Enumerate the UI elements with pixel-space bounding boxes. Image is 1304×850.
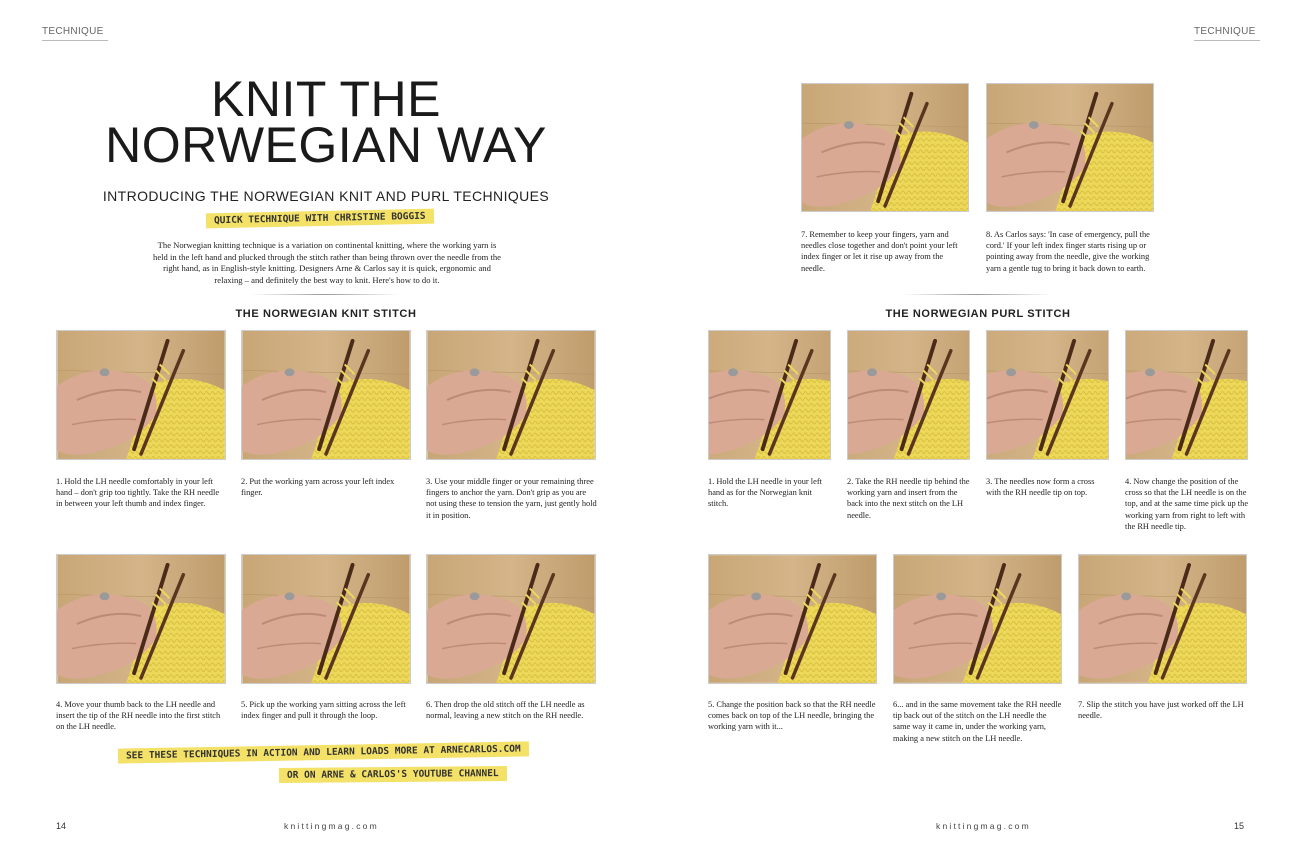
cta-tape-line-2: OR ON ARNE & CARLOS'S YOUTUBE CHANNEL (279, 766, 507, 783)
step-caption-purl-3: 3. The needles now form a cross with the RH needle tip on top. (986, 477, 1095, 498)
page-number: 14 (56, 821, 67, 831)
step-photo-purl-4 (1125, 330, 1248, 460)
step-photo-knit-6 (426, 554, 596, 684)
step-caption-purl-4: 4. Now change the position of the cross so that the LH needle is on the top, and at the same time pick up the working yarn from right to left with the RH needle tip. (1125, 477, 1249, 531)
divider (250, 294, 400, 295)
article-title (0, 71, 652, 173)
step-caption-purl-5: 5. Change the position back so that the RH needle comes back on top of the LH needle, bringing the working yarn with it... (708, 700, 876, 732)
step-photo-knit-7 (801, 83, 969, 212)
step-caption-purl-1: 1. Hold the LH needle in your left hand as for the Norwegian knit stitch. (708, 477, 822, 509)
cta-tape-line-1: SEE THESE TECHNIQUES IN ACTION AND LEARN LOADS MORE AT ARNECARLOS.COM (118, 741, 529, 763)
step-caption-knit-2: 2. Put the working yarn across your left index finger. (241, 477, 395, 498)
step-photo-purl-3 (986, 330, 1109, 460)
knit-section-heading: THE NORWEGIAN KNIT STITCH (235, 308, 417, 320)
step-caption-knit-3: 3. Use your middle finger or your remaining three fingers to anchor the yarn. Don't grip as you are not using these to tension the yarn, just gently hold it in position. (426, 477, 597, 520)
divider (902, 294, 1052, 295)
footer-site: knittingmag.com (936, 821, 1031, 831)
step-caption-knit-5: 5. Pick up the working yarn sitting across the left index finger and pull it through the loop. (241, 700, 406, 721)
step-photo-knit-1 (56, 330, 226, 460)
purl-section-heading: THE NORWEGIAN PURL STITCH (885, 308, 1071, 320)
byline-tape: QUICK TECHNIQUE WITH CHRISTINE BOGGIS (206, 209, 434, 229)
step-photo-knit-3 (426, 330, 596, 460)
step-photo-purl-7 (1078, 554, 1247, 684)
title-line-1: KNIT THE (211, 71, 441, 127)
step-caption-knit-1: 1. Hold the LH needle comfortably in your left hand – don't grip too tightly. Take the RH needle in between your left thumb and index finger. (56, 477, 220, 509)
footer-site: knittingmag.com (284, 821, 379, 831)
step-caption-purl-7: 7. Slip the stitch you have just worked off the LH needle. (1078, 700, 1244, 721)
step-photo-knit-8 (986, 83, 1154, 212)
step-caption-purl-2: 2. Take the RH needle tip behind the working yarn and insert from the back into the next stitch on the LH needle. (847, 477, 970, 520)
step-caption-knit-8: 8. As Carlos says: 'In case of emergency, pull the cord.' If your left index finger starts rising up or pointing away from the needle, give the working yarn a gentle tug to bring it back down to earth. (986, 230, 1150, 273)
intro-paragraph: The Norwegian knitting technique is a variation on continental knitting, where the working yarn is held in the left hand and plucked through the stitch rather than being thrown over the needle from the right hand, as in English-style knitting. Designers Arne & Carlos say it is quick, ergonomic and relaxing – and definitely the best way to knit. Here's how to do it. (153, 240, 501, 285)
step-photo-purl-2 (847, 330, 970, 460)
step-photo-knit-5 (241, 554, 411, 684)
running-head: TECHNIQUE (1194, 26, 1260, 41)
step-photo-knit-4 (56, 554, 226, 684)
step-photo-purl-6 (893, 554, 1062, 684)
step-caption-knit-6: 6. Then drop the old stitch off the LH needle as normal, leaving a new stitch on the RH needle. (426, 700, 585, 721)
step-caption-purl-6: 6... and in the same movement take the RH needle tip back out of the stitch on the LH needle the same way it came in, under the working yarn, making a new stitch on the LH needle. (893, 700, 1062, 743)
running-head: TECHNIQUE (42, 26, 108, 41)
title-line-2: NORWEGIAN WAY (105, 117, 547, 173)
page-number: 15 (1234, 821, 1245, 831)
step-caption-knit-7: 7. Remember to keep your fingers, yarn and needles close together and don't point your left index finger or let it rise up away from the needle. (801, 230, 958, 273)
step-photo-purl-5 (708, 554, 877, 684)
article-subtitle: INTRODUCING THE NORWEGIAN KNIT AND PURL TECHNIQUES (102, 188, 550, 204)
step-photo-knit-2 (241, 330, 411, 460)
step-photo-purl-1 (708, 330, 831, 460)
step-caption-knit-4: 4. Move your thumb back to the LH needle and insert the tip of the RH needle into the first stitch on the LH needle. (56, 700, 221, 732)
right-page (652, 0, 1304, 850)
